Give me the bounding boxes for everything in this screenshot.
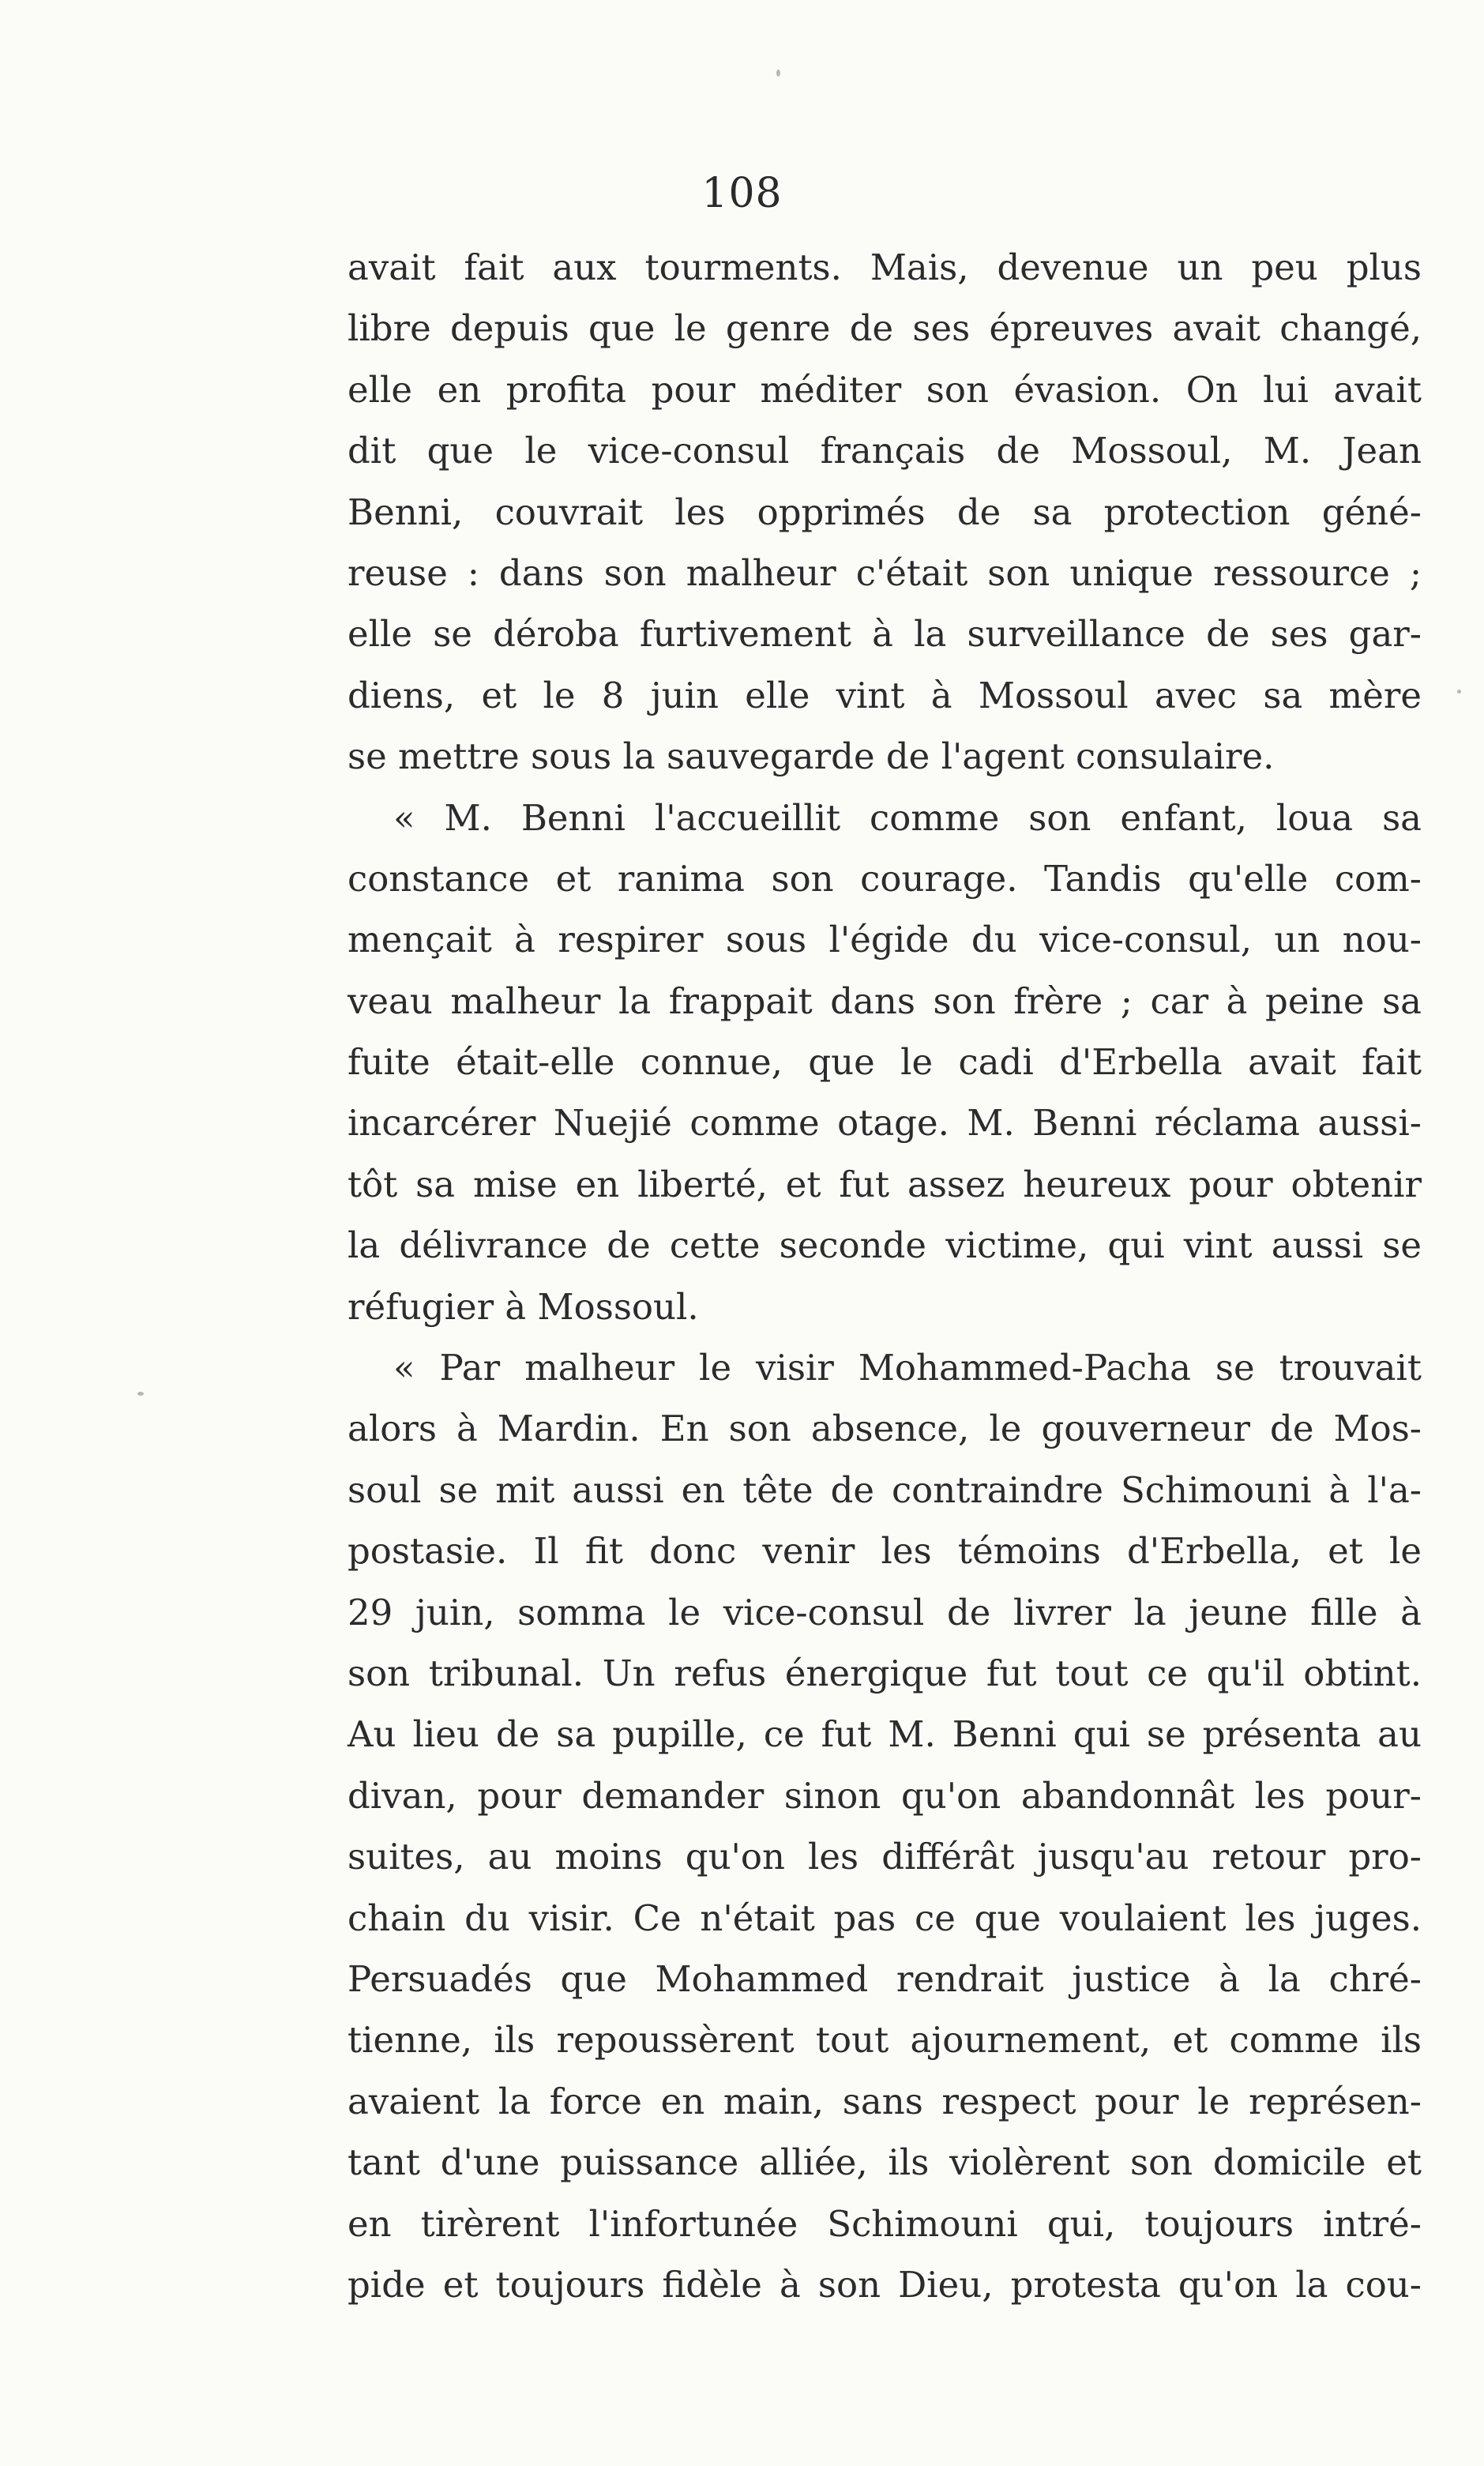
page-body [348,237,1422,2315]
text-line: avait fait aux tourments. Mais, devenue un peu plus [348,246,1422,288]
text-line: soul se mit aussi en tête de contraindre Schimouni à l'a- [348,1468,1422,1511]
text-line: fuite était-elle connue, que le cadi d'Erbella avait fait [348,1041,1422,1084]
text-line: elle se déroba furtivement à la surveillance de ses gar- [348,613,1422,656]
text-line: se mettre sous la sauvegarde de l'agent consulaire. [348,735,1275,778]
text-line: alors à Mardin. En son absence, le gouverneur de Mos- [348,1408,1422,1450]
text-line: incarcérer Nuejié comme otage. M. Benni réclama aussi- [348,1102,1422,1145]
text-line: constance et ranima son courage. Tandis qu'elle com- [348,857,1422,900]
text-line: tôt sa mise en liberté, et fut assez heureux pour obtenir [348,1163,1422,1205]
paper-speck [137,1392,144,1396]
text-line: elle en profita pour méditer son évasion. On lui avait [348,368,1422,411]
paragraph-start-line: « Par malheur le visir Mohammed-Pacha se trouvait [393,1347,1422,1389]
text-line: postasie. Il fit donc venir les témoins d'Erbella, et le [348,1530,1422,1573]
text-line: reuse : dans son malheur c'était son unique ressource ; [348,551,1422,594]
text-line: Persuadés que Mohammed rendrait justice à la chré- [348,1957,1422,2000]
paper-speck [1457,690,1461,694]
text-line: libre depuis que le genre de ses épreuves avait changé, [348,307,1422,350]
text-line: tienne, ils repoussèrent tout ajournement, et comme ils [348,2019,1422,2062]
text-line: son tribunal. Un refus énergique fut tout ce qu'il obtint. [348,1652,1422,1694]
paragraph-start-line: « M. Benni l'accueillit comme son enfant, loua sa [393,796,1422,839]
text-line: chain du visir. Ce n'était pas ce que voulaient les juges. [348,1896,1422,1939]
text-line: en tirèrent l'infortunée Schimouni qui, toujours intré- [348,2202,1422,2245]
text-line: Benni, couvrait les opprimés de sa protection géné- [348,491,1422,533]
text-line: avaient la force en main, sans respect pour le représen- [348,2080,1422,2122]
text-line: diens, et le 8 juin elle vint à Mossoul avec sa mère [348,674,1422,716]
text-line: dit que le vice-consul français de Mossoul, M. Jean [348,430,1422,472]
text-line: pide et toujours fidèle à son Dieu, protesta qu'on la cou- [348,2263,1422,2306]
paper-speck [776,70,780,77]
text-line: suites, au moins qu'on les différât jusqu'au retour pro- [348,1836,1422,1878]
text-line: divan, pour demander sinon qu'on abandonnât les pour- [348,1774,1422,1817]
text-line: tant d'une puissance alliée, ils violèrent son domicile et [348,2141,1422,2184]
page-number: 108 [701,170,783,217]
text-line: mençait à respirer sous l'égide du vice-consul, un nou- [348,919,1422,961]
text-line: la délivrance de cette seconde victime, qui vint aussi se [348,1224,1422,1267]
text-line: 29 juin, somma le vice-consul de livrer la jeune fille à [348,1591,1422,1633]
text-line: Au lieu de sa pupille, ce fut M. Benni qui se présenta au [348,1713,1422,1756]
text-line: réfugier à Mossoul. [348,1285,699,1328]
text-line: veau malheur la frappait dans son frère ; car à peine sa [348,979,1422,1022]
